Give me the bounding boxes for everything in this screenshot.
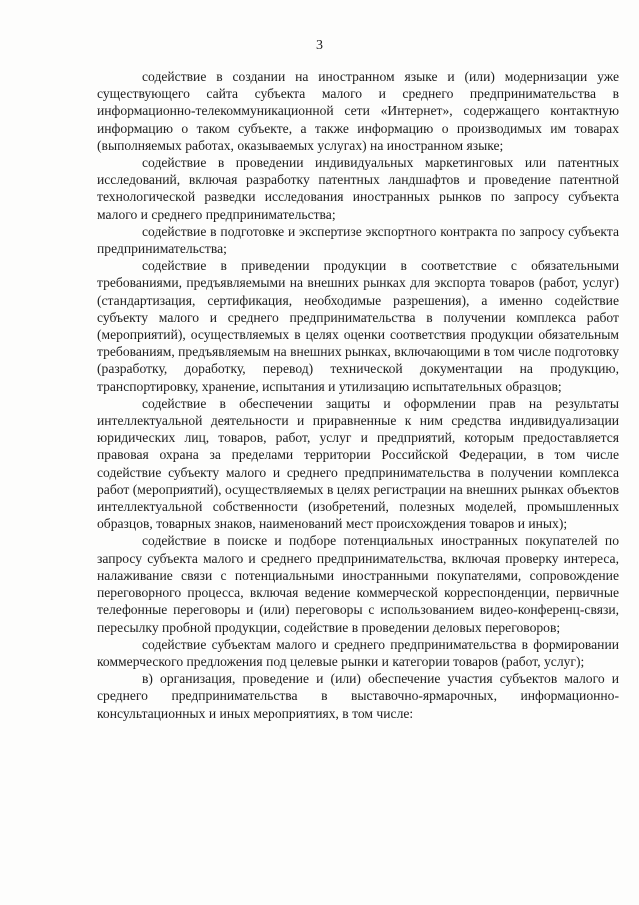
paragraph-product-compliance: содействие в приведении продукции в соответствие с обязательными требованиями, предъявляемыми на внешних рынках для экспорта товаров (работ, услуг) (стандартизация, сертификация, необходимые разрешения), а именно содействие субъекту малого и среднего предпринимательства в получении комплекса работ (мероприятий), осуществляемых в целях оценки соответствия продукции обязательным требованиям, предъявляемым на внешних рынках, включающими в том числе подготовку (разработку, доработку, перевод) технической документации на продукцию, транспортировку, хранение, испытания и утилизацию испытательных образцов; [97,258,619,394]
paragraph-exhibitions: в) организация, проведение и (или) обеспечение участия субъектов малого и среднего предпринимательства в выставочно-ярмарочных, информационно-консультационных и иных мероприятиях, в том числе: [97,671,619,721]
paragraph-buyer-search: содействие в поиске и подборе потенциальных иностранных покупателей по запросу субъекта малого и среднего предпринимательства, включая проверку интереса, налаживание связи с потенциальными иностранными покупателями, сопровождение переговорного процесса, включая ведение коммерческой корреспонденции, первичные телефонные переговоры и (или) переговоры с использованием видео-конференц-связи, пересылку пробной продукции, содействие в проведении деловых переговоров; [97,533,619,635]
paragraph-website-support: содействие в создании на иностранном языке и (или) модернизации уже существующего сайта субъекта малого и среднего предпринимательства в информационно-телекоммуникационной сети «Интернет», содержащего контактную информацию о таком субъекте, а также информацию о производимых им товарах (выполняемых работах, оказываемых услугах) на иностранном языке; [97,69,619,153]
body-text [97,68,619,722]
paragraph-marketing-research: содействие в проведении индивидуальных маркетинговых или патентных исследований, включая разработку патентных ландшафтов и проведение патентной технологической разведки исследования иностранных рынков по запросу субъекта малого и среднего предпринимательства; [97,155,619,222]
paragraph-export-contract: содействие в подготовке и экспертизе экспортного контракта по запросу субъекта предпринимательства; [97,223,619,257]
page-number: 3 [316,38,323,53]
paragraph-commercial-offer: содействие субъектам малого и среднего предпринимательства в формировании коммерческого предложения под целевые рынки и категории товаров (работ, услуг); [97,636,619,669]
paragraph-ip-protection: содействие в обеспечении защиты и оформлении прав на результаты интеллектуальной деятельности и приравненные к ним средства индивидуализации юридических лиц, товаров, работ, услуг и предприятий, которым предоставляется правовая охрана за пределами территории Российской Федерации, в том числе содействие субъекту малого и среднего предпринимательства в получении комплекса работ (мероприятий), осуществляемых в целях регистрации на внешних рынках объектов интеллектуальной собственности (изобретений, полезных моделей, промышленных образцов, товарных знаков, наименований мест происхождения товаров и иных); [97,395,619,532]
